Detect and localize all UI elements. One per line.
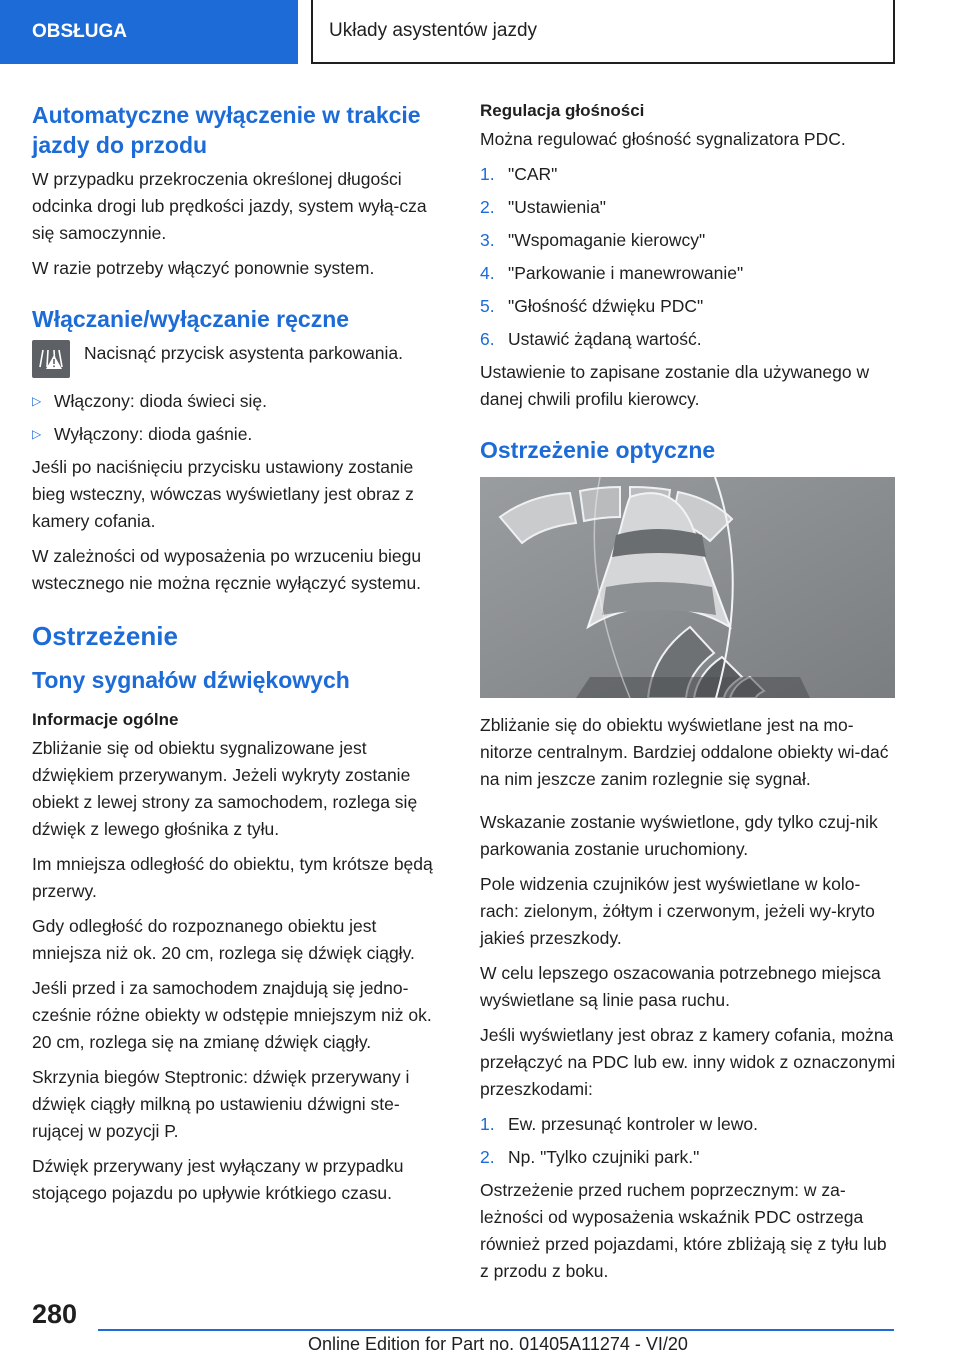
paragraph: Nacisnąć przycisk asystenta parkowania. (84, 343, 404, 363)
list-item-text: Np. "Tylko czujniki park." (508, 1147, 700, 1167)
header-section-tab (0, 0, 298, 64)
list-item (480, 194, 898, 221)
pdc-display-image (480, 477, 895, 698)
list-item (480, 1144, 898, 1171)
bullet-item: ▷ Wyłączony: dioda gaśnie. (32, 421, 450, 448)
list-item (480, 1111, 898, 1138)
paragraph: Ustawienie to zapisane zostanie dla używanego w danej chwili profilu kierowcy. (480, 362, 870, 409)
list-item-number: 4. (480, 263, 495, 283)
paragraph: W celu lepszego oszacowania potrzebnego miejsca wyświetlane są linie pasa ruchu. (480, 963, 881, 1010)
list-item-number: 3. (480, 230, 495, 250)
list-item-number: 6. (480, 329, 495, 349)
list-item-number: 1. (480, 1114, 495, 1134)
list-item-number: 1. (480, 164, 495, 184)
heading-auto-off: Automatyczne wyłączenie w trakcie jazdy do przodu (32, 102, 421, 158)
list-item (480, 260, 898, 287)
heading-general-info: Informacje ogólne (32, 710, 179, 729)
paragraph: Jeśli wyświetlany jest obraz z kamery cofania, można przełączyć na PDC lub ew. inny widok z oznaczonymi przeszkodami: (480, 1025, 896, 1099)
list-item-text: "Ustawienia" (508, 197, 607, 217)
triangle-bullet-icon: ▷ (32, 394, 42, 408)
paragraph: Skrzynia biegów Steptronic: dźwięk przerywany i dźwięk ciągły milkną po ustawieniu dźwigni ste‐rującej w pozycji P. (32, 1067, 410, 1141)
list-item (480, 227, 898, 254)
manual-icon-row (32, 340, 450, 378)
volume-steps-list (480, 161, 898, 353)
list-item-text: "CAR" (508, 164, 558, 184)
paragraph: W przypadku przekroczenia określonej długości odcinka drogi lub prędkości jazdy, system wyłą‐cza się samoczynnie. (32, 169, 427, 243)
list-item-text: "Parkowanie i manewrowanie" (508, 263, 744, 283)
list-item (480, 293, 898, 320)
list-item-text: "Wspomaganie kierowcy" (508, 230, 706, 250)
header-chapter-tab (311, 0, 895, 64)
paragraph: Zbliżanie się od obiektu sygnalizowane jest dźwiękiem przerywanym. Jeżeli wykryty zostanie obiekt z lewej strony za samochodem, rozlega się dźwięk z lewego głośnika z tyłu. (32, 738, 418, 839)
list-item (480, 161, 898, 188)
heading-warning: Ostrzeżenie (32, 621, 178, 651)
heading-tones: Tony sygnałów dźwiękowych (32, 667, 350, 693)
triangle-bullet-icon: ▷ (32, 427, 42, 441)
right-column (480, 100, 898, 1293)
left-column (32, 100, 450, 1215)
list-item-text: Ew. przesunąć kontroler w lewo. (508, 1114, 758, 1134)
page-number: 280 (32, 1299, 78, 1329)
list-item-number: 2. (480, 197, 495, 217)
footer-divider (98, 1329, 894, 1331)
paragraph: W razie potrzeby włączyć ponownie system. (32, 258, 375, 278)
paragraph: Jeśli przed i za samochodem znajdują się jedno‐cześnie różne obiekty w odstępie mniejszym niż ok. 20 cm, rozlega się na zmianę dźwięk ciągły. (32, 978, 432, 1052)
heading-optical: Ostrzeżenie optyczne (480, 437, 716, 463)
list-item-text: Ustawić żądaną wartość. (508, 329, 702, 349)
list-item (480, 326, 898, 353)
paragraph: Pole widzenia czujników jest wyświetlane w kolo‐rach: zielonym, żółtym i czerwonym, jeżeli wy‐kryto jakieś przeszkody. (480, 874, 875, 948)
list-item-text: "Głośność dźwięku PDC" (508, 296, 704, 316)
paragraph: Wskazanie zostanie wyświetlone, gdy tylko czuj‐nik parkowania zostanie uruchomiony. (480, 812, 878, 859)
paragraph: Gdy odległość do rozpoznanego obiektu jest mniejsza niż ok. 20 cm, rozlega się dźwięk ciągły. (32, 916, 415, 963)
paragraph: Im mniejsza odległość do obiektu, tym krótsze będą przerwy. (32, 854, 433, 901)
heading-volume: Regulacja głośności (480, 101, 645, 120)
paragraph: Jeśli po naciśnięciu przycisku ustawiony zostanie bieg wsteczny, wówczas wyświetlany jest obraz z kamery cofania. (32, 457, 414, 531)
bullet-item: ▷ Włączony: dioda świeci się. (32, 388, 450, 415)
paragraph: Ostrzeżenie przed ruchem poprzecznym: w za‐leżności od wyposażenia wskaźnik PDC ostrzega również przed pojazdami, które zbliżają się z tyłu lub z przodu z boku. (480, 1180, 887, 1281)
list-item-number: 5. (480, 296, 495, 316)
switch-steps-list (480, 1111, 898, 1171)
paragraph: Dźwięk przerywany jest wyłączany w przypadku stojącego pojazdu po upływie krótkiego czasu. (32, 1156, 404, 1203)
heading-manual: Włączanie/wyłączanie ręczne (32, 306, 350, 332)
parking-assist-icon (32, 340, 70, 378)
header-section-label: OBSŁUGA (32, 21, 127, 42)
paragraph: W zależności od wyposażenia po wrzuceniu biegu wstecznego nie można ręcznie wyłączyć systemu. (32, 546, 422, 593)
paragraph: Zbliżanie się do obiektu wyświetlane jest na mo‐nitorze centralnym. Bardziej oddalone obiekty wi‐dać na nim jeszcze zanim rozlegnie się sygnał. (480, 715, 889, 789)
list-item-number: 2. (480, 1147, 495, 1167)
paragraph: Można regulować głośność sygnalizatora PDC. (480, 129, 846, 149)
header-chapter-label: Układy asystentów jazdy (329, 20, 538, 41)
footer-edition: Online Edition for Part no. 01405A11274 - VI/20 (308, 1334, 688, 1354)
